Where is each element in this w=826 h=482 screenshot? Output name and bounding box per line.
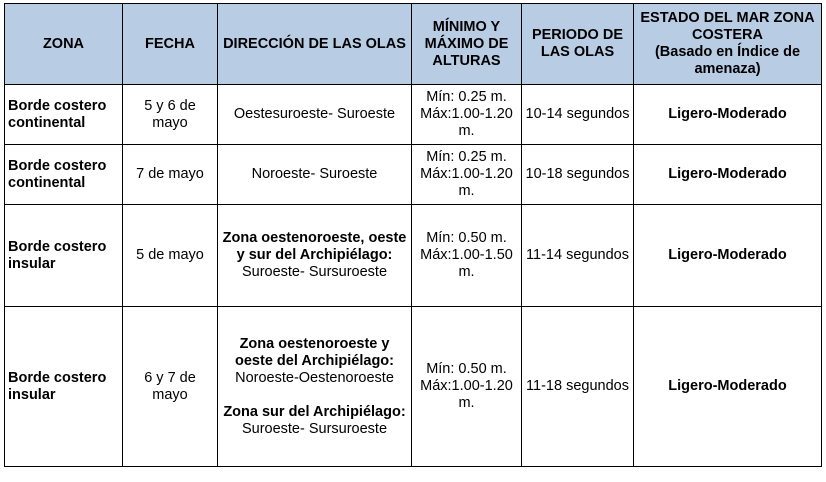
cell-direccion bbox=[218, 307, 412, 467]
altura-max: Máx:1.00-1.50 m. bbox=[420, 247, 513, 280]
direccion-value: Suroeste- Sursuroeste bbox=[241, 264, 388, 280]
direccion-value: Noroeste-Oestenoroeste bbox=[235, 369, 394, 386]
direccion-zone-label: Zona sur del Archipiélago: bbox=[223, 403, 406, 420]
cell-zona: Borde costero continental bbox=[5, 85, 123, 145]
cell-direccion: Noroeste- Suroeste bbox=[218, 145, 412, 205]
cell-estado: Ligero-Moderado bbox=[634, 205, 822, 307]
header-fecha: FECHA bbox=[123, 4, 218, 85]
cell-fecha: 5 de mayo bbox=[123, 205, 218, 307]
direccion-zone-label: Zona oestenoroeste, oeste y sur del Archipiélago: bbox=[222, 230, 407, 263]
cell-direccion: Oestesuroeste- Suroeste bbox=[218, 85, 412, 145]
header-direccion: DIRECCIÓN DE LAS OLAS bbox=[218, 4, 412, 85]
header-periodo: PERIODO DE LAS OLAS bbox=[522, 4, 634, 85]
altura-min: Mín: 0.25 m. bbox=[426, 89, 507, 105]
cell-fecha: 6 y 7 de mayo bbox=[123, 307, 218, 467]
altura-max: Máx:1.00-1.20 m. bbox=[420, 378, 513, 411]
table-row bbox=[5, 205, 822, 307]
cell-periodo: 10-14 segundos bbox=[522, 85, 634, 145]
altura-max: Máx:1.00-1.20 m. bbox=[420, 106, 513, 139]
header-row bbox=[5, 4, 822, 85]
cell-zona: Borde costero insular bbox=[5, 205, 123, 307]
cell-alturas bbox=[412, 307, 522, 467]
cell-periodo: 10-18 segundos bbox=[522, 145, 634, 205]
header-estado-title: ESTADO DEL MAR ZONA COSTERA bbox=[640, 10, 815, 43]
cell-estado: Ligero-Moderado bbox=[634, 85, 822, 145]
cell-alturas bbox=[412, 205, 522, 307]
table-row bbox=[5, 307, 822, 467]
altura-max: Máx:1.00-1.20 m. bbox=[420, 166, 513, 199]
cell-estado: Ligero-Moderado bbox=[634, 145, 822, 205]
spacer bbox=[221, 387, 408, 404]
cell-fecha: 5 y 6 de mayo bbox=[123, 85, 218, 145]
altura-min: Mín: 0.25 m. bbox=[426, 149, 507, 165]
header-estado-note: (Basado en Índice de amenaza) bbox=[654, 44, 801, 77]
cell-zona: Borde costero continental bbox=[5, 145, 123, 205]
cell-zona: Borde costero insular bbox=[5, 307, 123, 467]
wave-forecast-table bbox=[4, 3, 822, 467]
cell-alturas bbox=[412, 145, 522, 205]
cell-periodo: 11-14 segundos bbox=[522, 205, 634, 307]
cell-direccion bbox=[218, 205, 412, 307]
cell-fecha: 7 de mayo bbox=[123, 145, 218, 205]
header-alturas: MÍNIMO Y MÁXIMO DE ALTURAS bbox=[412, 4, 522, 85]
header-zona: ZONA bbox=[5, 4, 123, 85]
header-estado bbox=[634, 4, 822, 85]
direccion-value: Suroeste- Sursuroeste bbox=[241, 420, 388, 437]
altura-min: Mín: 0.50 m. bbox=[426, 230, 507, 246]
altura-min: Mín: 0.50 m. bbox=[426, 361, 507, 377]
table-row bbox=[5, 85, 822, 145]
cell-periodo: 11-18 segundos bbox=[522, 307, 634, 467]
table-row bbox=[5, 145, 822, 205]
cell-alturas bbox=[412, 85, 522, 145]
direccion-zone-label: Zona oestenoroeste y oeste del Archipiélago: bbox=[235, 335, 394, 369]
cell-estado: Ligero-Moderado bbox=[634, 307, 822, 467]
